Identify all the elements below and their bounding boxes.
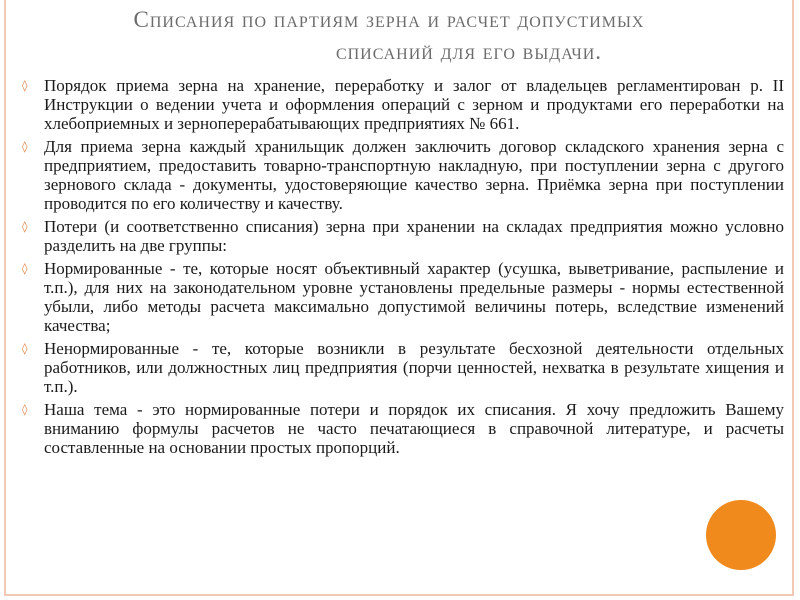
bullet-icon: ◊ bbox=[22, 262, 28, 275]
bullet-icon: ◊ bbox=[22, 220, 28, 233]
bullet-icon: ◊ bbox=[22, 403, 28, 416]
paragraph-text: Наша тема - это нормированные потери и порядок их списания. Я хочу предложить Вашему вниманию формулы расчетов не часто печатающиеся в справочной литературе, и расчеты составленные на основании простых пропорций. bbox=[44, 400, 784, 457]
slide-title bbox=[66, 4, 752, 68]
list-item bbox=[14, 137, 784, 213]
list-item bbox=[14, 259, 784, 335]
bullet-icon: ◊ bbox=[22, 342, 28, 355]
list-item bbox=[14, 400, 784, 457]
decorative-orange-circle bbox=[706, 500, 776, 570]
bullet-list bbox=[14, 76, 784, 461]
paragraph-text: Нормированные - те, которые носят объективный характер (усушка, выветривание, распыление и т.п.), для них на законодательном уровне установлены предельные размеры - нормы естественной убыли, либо методы расчета максимально допустимой величины потерь, вследствие изменений качества; bbox=[44, 259, 784, 335]
paragraph-text: Ненормированные - те, которые возникли в результате бесхозной деятельности отдельных работников, или должностных лиц предприятия (порчи ценностей, нехватка в результате хищения и т.п.). bbox=[44, 339, 784, 396]
bullet-icon: ◊ bbox=[22, 140, 28, 153]
list-item bbox=[14, 217, 784, 255]
bullet-icon: ◊ bbox=[22, 79, 28, 92]
paragraph-text: Потери (и соответственно списания) зерна при хранении на складах предприятия можно условно разделить на две группы: bbox=[44, 217, 784, 255]
paragraph-text: Для приема зерна каждый хранильщик должен заключить договор складского хранения зерна с предприятием, предоставить товарно-транспортную накладную, при поступлении зерна с другого зернового склада - документы, удостоверяющие качество зерна. Приёмка зерна при поступлении проводится по его количеству и качеству. bbox=[44, 137, 784, 213]
list-item bbox=[14, 76, 784, 133]
slide-title-line-1: Списания по партиям зерна и расчет допустимых bbox=[133, 7, 645, 32]
slide-title-line-2: списаний для его выдачи. bbox=[335, 39, 603, 64]
paragraph-text: Порядок приема зерна на хранение, переработку и залог от владельцев регламентирован р. II Инструкции о ведении учета и оформления операций с зерном и продуктами его переработки на хлебоприемных и зерноперерабатывающих предприятиях № 661. bbox=[44, 76, 784, 133]
slide bbox=[4, 0, 794, 596]
list-item bbox=[14, 339, 784, 396]
